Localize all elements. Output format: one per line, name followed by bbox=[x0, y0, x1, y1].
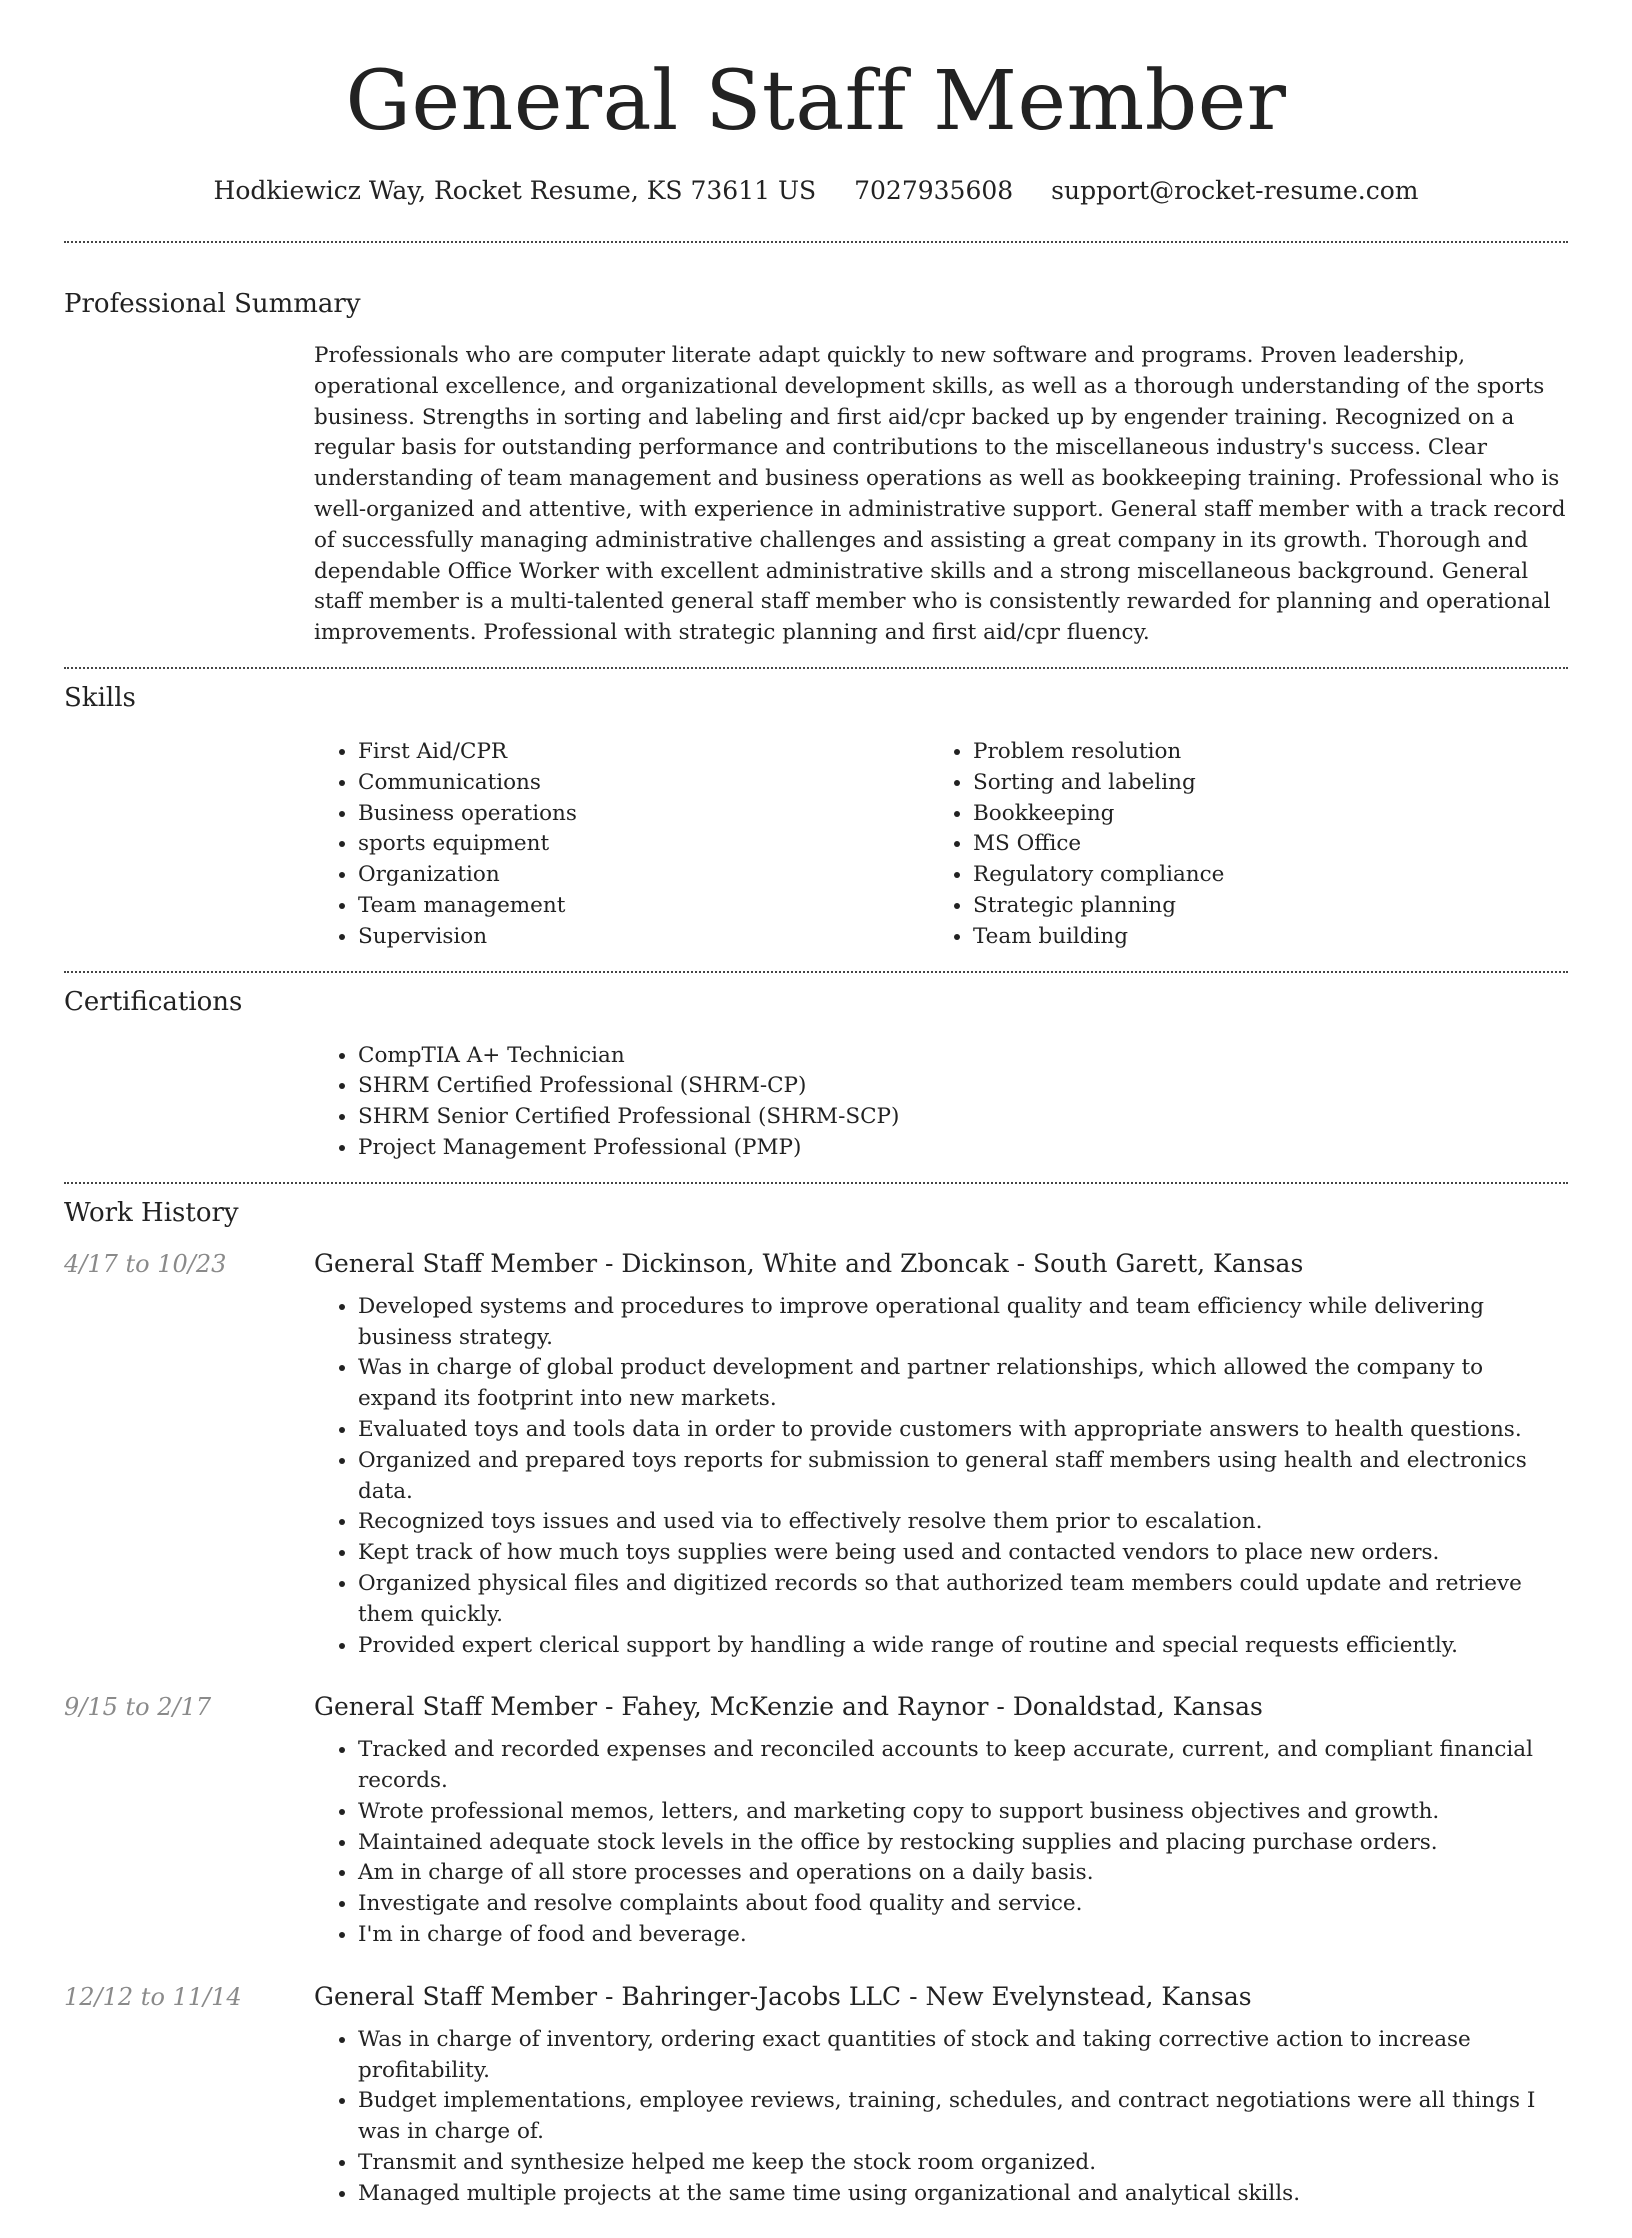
duty-item: • Provided expert clerical support by handling a wide range of routine and special requests efficiently. bbox=[358, 1631, 1568, 1662]
duty-item: • Investigate and resolve complaints about food quality and service. bbox=[358, 1889, 1568, 1920]
duty-item: • Organized physical files and digitized records so that authorized team members could update and retrieve them quickly. bbox=[358, 1569, 1568, 1631]
section-title-skills: Skills bbox=[64, 682, 136, 713]
phone: 7027935608 bbox=[854, 176, 1014, 205]
duty-item: • Recognized toys issues and used via to effectively resolve them prior to escalation. bbox=[358, 1507, 1568, 1538]
section-title-summary: Professional Summary bbox=[64, 289, 361, 319]
skills-column-left bbox=[314, 737, 929, 953]
skill-item: • Team management bbox=[358, 891, 929, 922]
skill-item: • Team building bbox=[973, 922, 1544, 953]
skills-section bbox=[64, 669, 1568, 953]
duty-item: • Was in charge of global product development and partner relationships, which allowed the company to expand its footprint into new markets. bbox=[358, 1353, 1568, 1415]
job-heading: General Staff Member - Dickinson, White and Zboncak - South Garett, Kansas bbox=[314, 1248, 1304, 1278]
skill-item: • First Aid/CPR bbox=[358, 737, 929, 768]
duty-item: • Organized and prepared toys reports for submission to general staff members using health and electronics data. bbox=[358, 1446, 1568, 1508]
summary-section bbox=[64, 243, 1568, 649]
skills-grid bbox=[314, 737, 1568, 953]
certifications-list bbox=[314, 1041, 1568, 1164]
skill-item: • Business operations bbox=[358, 799, 929, 830]
job-dates: 9/15 to 2/17 bbox=[64, 1693, 212, 1722]
certification-item: • CompTIA A+ Technician bbox=[358, 1041, 1568, 1072]
duty-item: • Evaluated toys and tools data in order to provide customers with appropriate answers to health questions. bbox=[358, 1415, 1568, 1446]
certifications-section bbox=[64, 973, 1568, 1164]
duty-item: • Budget implementations, employee reviews, training, schedules, and contract negotiations were all things I was in charge of. bbox=[358, 2086, 1568, 2148]
job-duties bbox=[314, 1292, 1568, 1662]
job-heading: General Staff Member - Fahey, McKenzie and Raynor - Donaldstad, Kansas bbox=[314, 1692, 1263, 1722]
skills-column-right bbox=[929, 737, 1544, 953]
skill-item: • MS Office bbox=[973, 829, 1544, 860]
skill-item: • sports equipment bbox=[358, 829, 929, 860]
job-entry bbox=[64, 1689, 1568, 1951]
contact-line bbox=[64, 174, 1568, 208]
duty-item: • I'm in charge of food and beverage. bbox=[358, 1920, 1568, 1951]
section-title-certifications: Certifications bbox=[64, 986, 243, 1017]
skill-item: • Communications bbox=[358, 768, 929, 799]
job-duties bbox=[314, 1735, 1568, 1951]
certification-item: • Project Management Professional (PMP) bbox=[358, 1133, 1568, 1164]
job-duties bbox=[314, 2025, 1568, 2210]
skill-item: • Problem resolution bbox=[973, 737, 1544, 768]
duty-item: • Transmit and synthesize helped me keep the stock room organized. bbox=[358, 2148, 1568, 2179]
duty-item: • Maintained adequate stock levels in the office by restocking supplies and placing purchase orders. bbox=[358, 1828, 1568, 1859]
job-heading: General Staff Member - Bahringer-Jacobs LLC - New Evelynstead, Kansas bbox=[314, 1981, 1252, 2011]
duty-item: • Kept track of how much toys supplies were being used and contacted vendors to place new orders. bbox=[358, 1538, 1568, 1569]
duty-item: • Was in charge of inventory, ordering exact quantities of stock and taking corrective action to increase profitability. bbox=[358, 2025, 1568, 2087]
job-entry bbox=[64, 1246, 1568, 1662]
duty-item: • Tracked and recorded expenses and reconciled accounts to keep accurate, current, and compliant financial records. bbox=[358, 1735, 1568, 1797]
skill-item: • Strategic planning bbox=[973, 891, 1544, 922]
skill-item: • Bookkeeping bbox=[973, 799, 1544, 830]
candidate-name: General Staff Member bbox=[345, 54, 1287, 149]
section-title-work-history: Work History bbox=[64, 1197, 239, 1228]
skill-item: • Supervision bbox=[358, 922, 929, 953]
job-entry bbox=[64, 1979, 1568, 2210]
address: Hodkiewicz Way, Rocket Resume, KS 73611 US bbox=[213, 176, 817, 205]
duty-item: • Wrote professional memos, letters, and marketing copy to support business objectives and growth. bbox=[358, 1797, 1568, 1828]
duty-item: • Managed multiple projects at the same time using organizational and analytical skills. bbox=[358, 2179, 1568, 2210]
duty-item: • Am in charge of all store processes and operations on a daily basis. bbox=[358, 1858, 1568, 1889]
resume-page bbox=[64, 0, 1568, 2238]
skill-item: • Regulatory compliance bbox=[973, 860, 1544, 891]
job-dates: 4/17 to 10/23 bbox=[64, 1249, 227, 1278]
certification-item: • SHRM Certified Professional (SHRM-CP) bbox=[358, 1071, 1568, 1102]
work-history-section bbox=[64, 1184, 1568, 2210]
email-link[interactable]: support@rocket-resume.com bbox=[1051, 176, 1419, 205]
certification-item: • SHRM Senior Certified Professional (SHRM-SCP) bbox=[358, 1102, 1568, 1133]
summary-text: Professionals who are computer literate adapt quickly to new software and programs. Proven leadership, operational excellence, and organizational development skills, as well as a thorough understanding of the sports business. Strengths in sorting and labeling and first aid/cpr backed up by engender training. Recognized on a regular basis for outstanding performance and contributions to the miscellaneous industry's success. Clear understanding of team management and business operations as well as bookkeeping training. Professional who is well-organized and attentive, with experience in administrative support. General staff member with a track record of successfully managing administrative challenges and assisting a great company in its growth. Thorough and dependable Office Worker with excellent administrative skills and a strong miscellaneous background. General staff member is a multi-talented general staff member who is consistently rewarded for planning and operational improvements. Professional with strategic planning and first aid/cpr fluency. bbox=[314, 343, 1566, 646]
skill-item: • Organization bbox=[358, 860, 929, 891]
job-dates: 12/12 to 11/14 bbox=[64, 1982, 242, 2011]
duty-item: • Developed systems and procedures to improve operational quality and team efficiency while delivering business strategy. bbox=[358, 1292, 1568, 1354]
skill-item: • Sorting and labeling bbox=[973, 768, 1544, 799]
